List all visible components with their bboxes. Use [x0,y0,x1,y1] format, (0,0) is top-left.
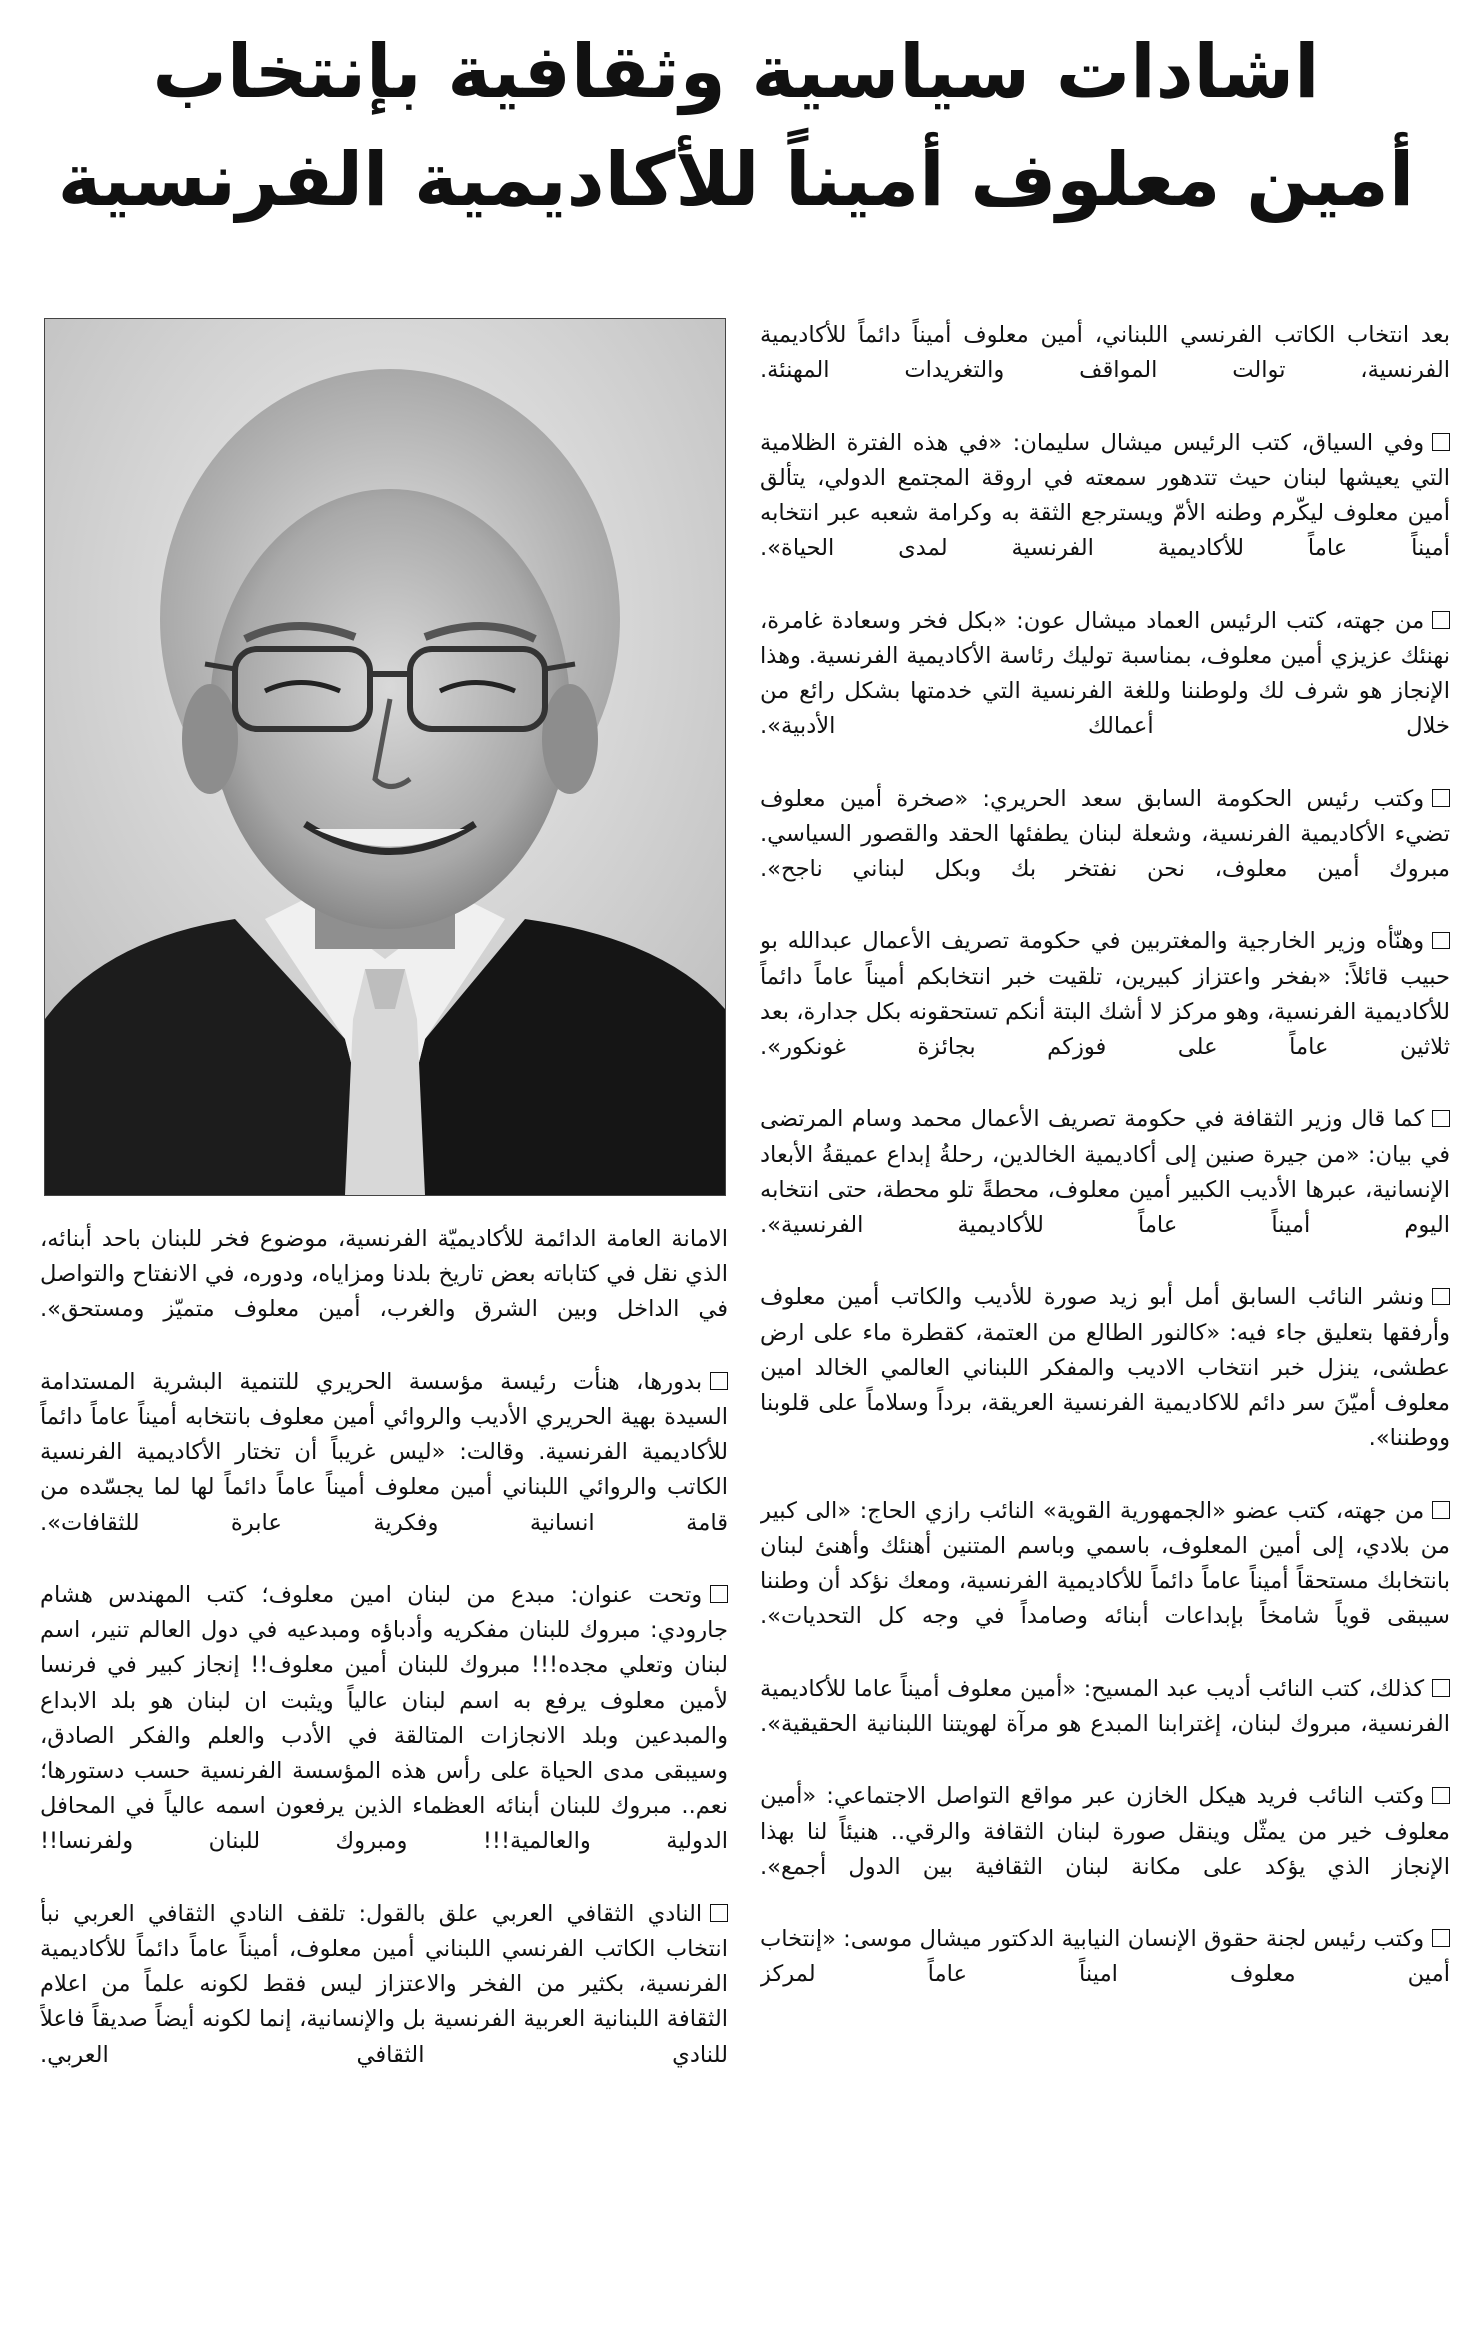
paragraph: من جهته، كتب الرئيس العماد ميشال عون: «بكل فخر وسعادة غامرة، نهنئك عزيزي أمين معلوف، بمناسبة توليك رئاسة الأكاديمية الفرنسية. وهذا الإنجاز هو شرف لك ولوطننا وللغة الفرنسية التي خدمتها بشكل رائع من خلال أعمالك الأدبية». [760,607,1450,740]
bullet-box-icon [1432,932,1450,950]
paragraph: من جهته، كتب عضو «الجمهورية القوية» النائب رازي الحاج: «الى كبير من بلادي، إلى أمين المعلوف، باسمي وباسم المتنين أهنئك وأهنئ لبنان بانتخابك مستحقاً أميناً عاماً دائماً للأكاديمية الفرنسية، ومعك نؤكد أن وطننا سيبقى قوياً شامخاً بإبداعات أبنائه وصامداً في وجه كل التحديات». [760,1497,1450,1630]
bullet-box-icon [1432,789,1450,807]
paragraph: ونشر النائب السابق أمل أبو زيد صورة للأديب والكاتب أمين معلوف وأرفقها بتعليق جاء فيه: «كالنور الطالع من العتمة، كقطرة ماء على ارض عطشى، ينزل خبر انتخاب الاديب والمفكر اللبناني العالمي الخالد امين معلوف أميّنَ سر دائم للاكاديمية الفرنسية العريقة، برداً وسلاماً على قلوبنا ووطننا». [760,1284,1450,1452]
paragraph: وكتب رئيس لجنة حقوق الإنسان النيابية الدكتور ميشال موسى: «إنتخاب أمين معلوف اميناً عاماً لمركز [760,1926,1450,1988]
bullet-box-icon [1432,1679,1450,1697]
paragraph: بدورها، هنأت رئيسة مؤسسة الحريري للتنمية البشرية المستدامة السيدة بهية الحريري الأديب والروائي أمين معلوف بانتخابه أميناً عاماً دائماً للأكاديمية الفرنسية. وقالت: «ليس غريباً أن تختار الأكاديمية الفرنسية الكاتب والروائي اللبناني أمين معلوف أميناً عاماً دائماً لها لما يجسّده من قامة انسانية وفكرية عابرة للثقافات». [40,1368,728,1536]
bullet-box-icon [1432,1288,1450,1306]
headline [20,18,1452,234]
bullet-box-icon [1432,1110,1450,1128]
article-left-column [40,1222,728,2337]
paragraph: وكتب رئيس الحكومة السابق سعد الحريري: «صخرة أمين معلوف تضيء الأكاديمية الفرنسية، وشعلة لبنان يطفئها الحقد والقصور السياسي. مبروك أمين معلوف، نحن نفتخر بك وبكل لبناني ناجح». [760,785,1450,883]
paragraph: بعد انتخاب الكاتب الفرنسي اللبناني، أمين معلوف أميناً دائماً للأكاديمية الفرنسية، توالت المواقف والتغريدات المهنئة. [760,322,1450,384]
bullet-box-icon [1432,1787,1450,1805]
bullet-box-icon [1432,611,1450,629]
paragraph: وكتب النائب فريد هيكل الخازن عبر مواقع التواصل الاجتماعي: «أمين معلوف خير من يمثّل وينقل صورة لبنان الثقافة والرقي.. هنيئاً لنا بهذا الإنجاز الذي يؤكد على مكانة لبنان الثقافية بين الدول أجمع». [760,1783,1450,1880]
bullet-box-icon [1432,1501,1450,1519]
paragraph: وفي السياق، كتب الرئيس ميشال سليمان: «في هذه الفترة الظلامية التي يعيشها لبنان حيث تتدهور سمعته في اروقة المجتمع الدولي، يتألق أمين معلوف ليكّرم وطنه الأمّ ويسترجع الثقة به وكرامة شعبه عبر انتخابه أميناً عاماً للأكاديمية الفرنسية لمدى الحياة». [760,429,1450,562]
bullet-box-icon [710,1904,728,1922]
paragraph: الامانة العامة الدائمة للأكاديميّة الفرنسية، موضوع فخر للبنان باحد أبنائه، الذي نقل في كتاباته بعض تاريخ بلدنا ومزاياه، ودوره، في الانفتاح والتواصل في الداخل وبين الشرق والغرب، أمين معلوف متميّز ومستحق». [40,1226,728,1323]
portrait-photo [44,318,726,1196]
paragraph: النادي الثقافي العربي علق بالقول: تلقف النادي الثقافي العربي نبأ انتخاب الكاتب الفرنسي اللبناني أمين معلوف، أميناً عاماً دائماً للأكاديمية الفرنسية، بكثير من الفخر والاعتزاز ليس فقط لكونه علماً من اعلام الثقافة اللبنانية العربية الفرنسية بل والإنسانية، إنما لكونه أيضاً صديقاً فاعلاً للنادي الثقافي العربي. [40,1900,728,2068]
paragraph: كذلك، كتب النائب أديب عبد المسيح: «أمين معلوف أميناً عاما للأكاديمية الفرنسية، مبروك لبنان، إغترابنا المبدع هو مرآة لهويتنا اللبنانية الحقيقية». [760,1675,1450,1737]
headline-line-2: أمين معلوف أميناً للأكاديمية الفرنسية [57,137,1415,223]
bullet-box-icon [1432,433,1450,451]
paragraph: وتحت عنوان: مبدع من لبنان امين معلوف؛ كتب المهندس هشام جارودي: مبروك للبنان مفكريه وأدباؤه ومبدعيه في دول العالم تنير، اسم لبنان وتعلي مجده!!! مبروك للبنان أمين معلوف!! إنجاز كبير في فرنسا لأمين معلوف يرفع به اسم لبنان عالياً ويثبت ان لبنان هو بلد الابداع والمبدعين وبلد الانجازات المتالقة في الأدب والعلم والفكر الصادق، وسيبقى مدى الحياة على رأس هذه المؤسسة الفرنسية حسب دستورها؛ نعم.. مبروك للبنان أبنائه العظماء الذين يرفعون اسمه عالياً في المحافل الدولية والعالمية!!! ومبروك للبنان ولفرنسا!! [40,1582,728,1855]
bullet-box-icon [1432,1929,1450,1947]
paragraph: كما قال وزير الثقافة في حكومة تصريف الأعمال محمد وسام المرتضى في بيان: «من جيرة صنين إلى أكاديمية الخالدين، رحلةُ إبداع عميقةُ الأبعاد الإنسانية، عبرها الأديب الكبير أمين معلوف، محطةً تلو محطة، حتى انتخابه اليوم أميناً عاماً للأكاديمية الفرنسية». [760,1106,1450,1239]
bullet-box-icon [710,1372,728,1390]
headline-line-1: اشادات سياسية وثقافية بإنتخاب [152,29,1320,115]
article-right-column [760,318,1450,2338]
portrait-photo-icon [45,319,725,1195]
bullet-box-icon [710,1585,728,1603]
paragraph: وهنّأه وزير الخارجية والمغتربين في حكومة تصريف الأعمال عبدالله بو حبيب قائلاً: «بفخر واعتزاز كبيرين، تلقيت خبر انتخابكم أميناً عاماً دائماً للأكاديمية الفرنسية، وهو مركز لا أشك البتة أنكم تستحقونه بكل جدارة، بعد ثلاثين عاماً على فوزكم بجائزة غونكور». [760,928,1450,1061]
